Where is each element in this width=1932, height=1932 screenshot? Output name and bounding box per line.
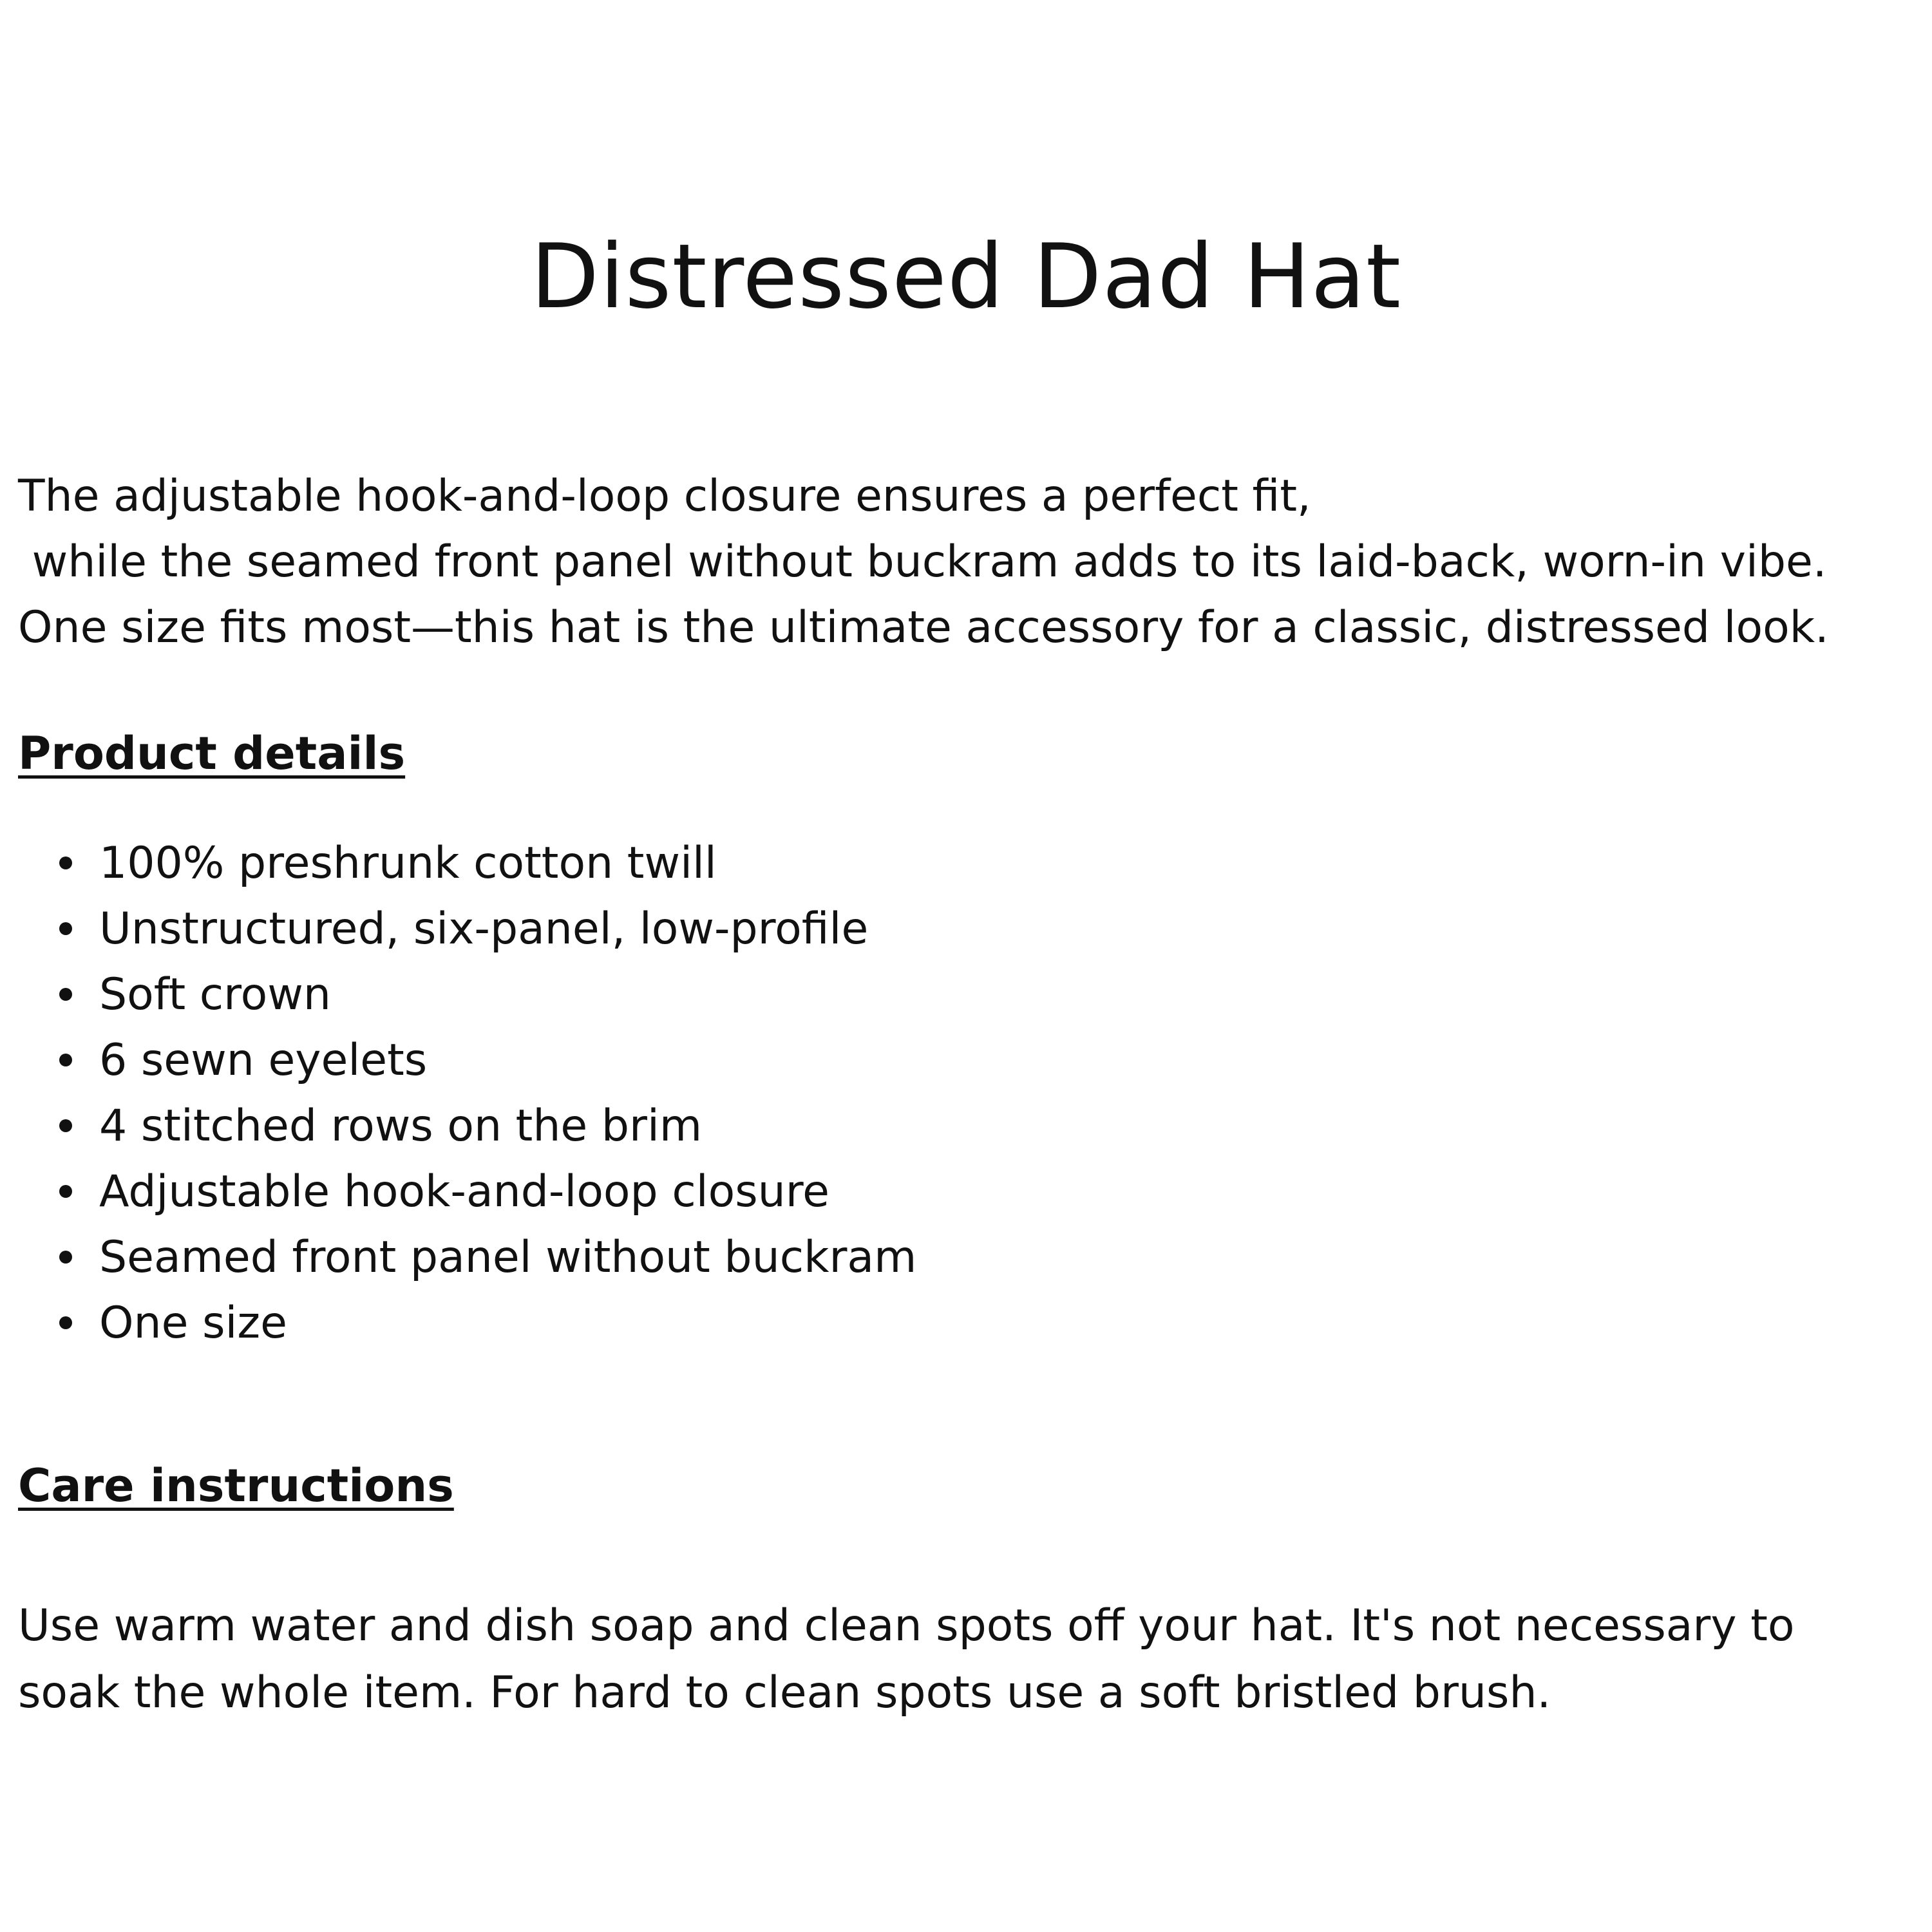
page-title: Distressed Dad Hat: [530, 225, 1402, 328]
bullet-icon: [59, 1316, 72, 1329]
bullet-icon: [59, 1251, 72, 1264]
care-line: soak the whole item. For hard to clean spots use a soft bristled brush.: [18, 1667, 1551, 1718]
product-details-list: [18, 831, 916, 1356]
bullet-icon: [59, 857, 72, 869]
bullet-icon: [59, 1185, 72, 1198]
bullet-icon: [59, 1119, 72, 1132]
list-item-text: 4 stitched rows on the brim: [99, 1101, 703, 1151]
intro-line: while the seamed front panel without buckram adds to its laid-back, worn-in vibe.: [18, 536, 1827, 587]
care-instructions-paragraph: [18, 1593, 1924, 1727]
list-item-text: Unstructured, six-panel, low-profile: [99, 904, 869, 954]
list-item: [18, 962, 916, 1028]
intro-line: One size fits most—this hat is the ultimate accessory for a classic, distressed look.: [18, 602, 1829, 653]
list-item: [18, 896, 916, 962]
list-item: [18, 1028, 916, 1094]
bullet-icon: [59, 1054, 72, 1066]
list-item: [18, 1094, 916, 1159]
bullet-icon: [59, 922, 72, 935]
product-details-heading: Product details: [18, 727, 406, 780]
list-item: [18, 1291, 916, 1356]
list-item-text: One size: [99, 1298, 287, 1349]
list-item: [18, 1225, 916, 1291]
list-item: [18, 831, 916, 896]
list-item-text: Adjustable hook-and-loop closure: [99, 1166, 830, 1217]
list-item-text: Soft crown: [99, 969, 331, 1020]
list-item-text: Seamed front panel without buckram: [99, 1232, 917, 1283]
list-item: [18, 1159, 916, 1225]
bullet-icon: [59, 988, 72, 1001]
list-item-text: 6 sewn eyelets: [99, 1035, 428, 1086]
intro-paragraph: [18, 464, 1924, 661]
care-instructions-heading: Care instructions: [18, 1459, 454, 1512]
care-line: Use warm water and dish soap and clean spots off your hat. It's not necessary to: [18, 1600, 1795, 1651]
list-item-text: 100% preshrunk cotton twill: [99, 838, 717, 889]
intro-line: The adjustable hook-and-loop closure ensures a perfect fit,: [18, 471, 1311, 522]
